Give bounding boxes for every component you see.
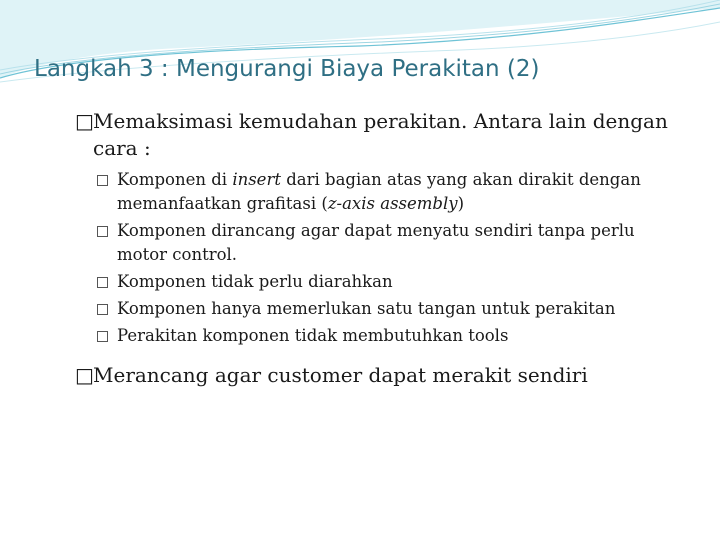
sub-bullet-3-text: Komponen tidak perlu diarahkan (117, 272, 393, 291)
sub-bullet-5 (93, 324, 685, 348)
sub-bullet-4 (93, 297, 685, 321)
sub-bullet-1-text-b: insert (232, 170, 281, 189)
bullet-1-text: Memaksimasi kemudahan perakitan. Antara lain dengan cara : (93, 109, 668, 160)
header-wave-decoration (0, 0, 720, 100)
slide-title: Langkah 3 : Mengurangi Biaya Perakitan (2) (34, 56, 540, 82)
sub-bullet-2-text: Komponen dirancang agar dapat menyatu sendiri tanpa perlu motor control. (117, 221, 635, 264)
sub-bullet-3 (93, 270, 685, 294)
bullet-glyph-icon: □ (75, 363, 94, 387)
sub-bullet-1 (93, 168, 685, 216)
sub-bullet-1-text-c: dari bagian atas yang akan dirakit dengan memanfaatkan grafitasi ( (117, 170, 641, 213)
checkbox-bullet-icon (97, 226, 108, 237)
sub-bullet-1-text-d: z-axis assembly (327, 194, 458, 213)
slide-content (75, 108, 685, 399)
checkbox-bullet-icon (97, 175, 108, 186)
sub-bullet-1-text-a: Komponen di (117, 170, 233, 189)
bullet-1 (75, 108, 685, 162)
bullet-2 (75, 362, 685, 389)
sub-bullet-1-text-e: ) (457, 194, 465, 213)
checkbox-bullet-icon (97, 277, 108, 288)
checkbox-bullet-icon (97, 331, 108, 342)
bullet-glyph-icon: □ (75, 109, 94, 133)
bullet-2-text: Merancang agar customer dapat merakit sendiri (93, 363, 588, 387)
sub-bullet-list (93, 168, 685, 348)
sub-bullet-4-text: Komponen hanya memerlukan satu tangan untuk perakitan (117, 299, 616, 318)
sub-bullet-5-text: Perakitan komponen tidak membutuhkan tools (117, 326, 509, 345)
sub-bullet-2 (93, 219, 685, 267)
checkbox-bullet-icon (97, 304, 108, 315)
